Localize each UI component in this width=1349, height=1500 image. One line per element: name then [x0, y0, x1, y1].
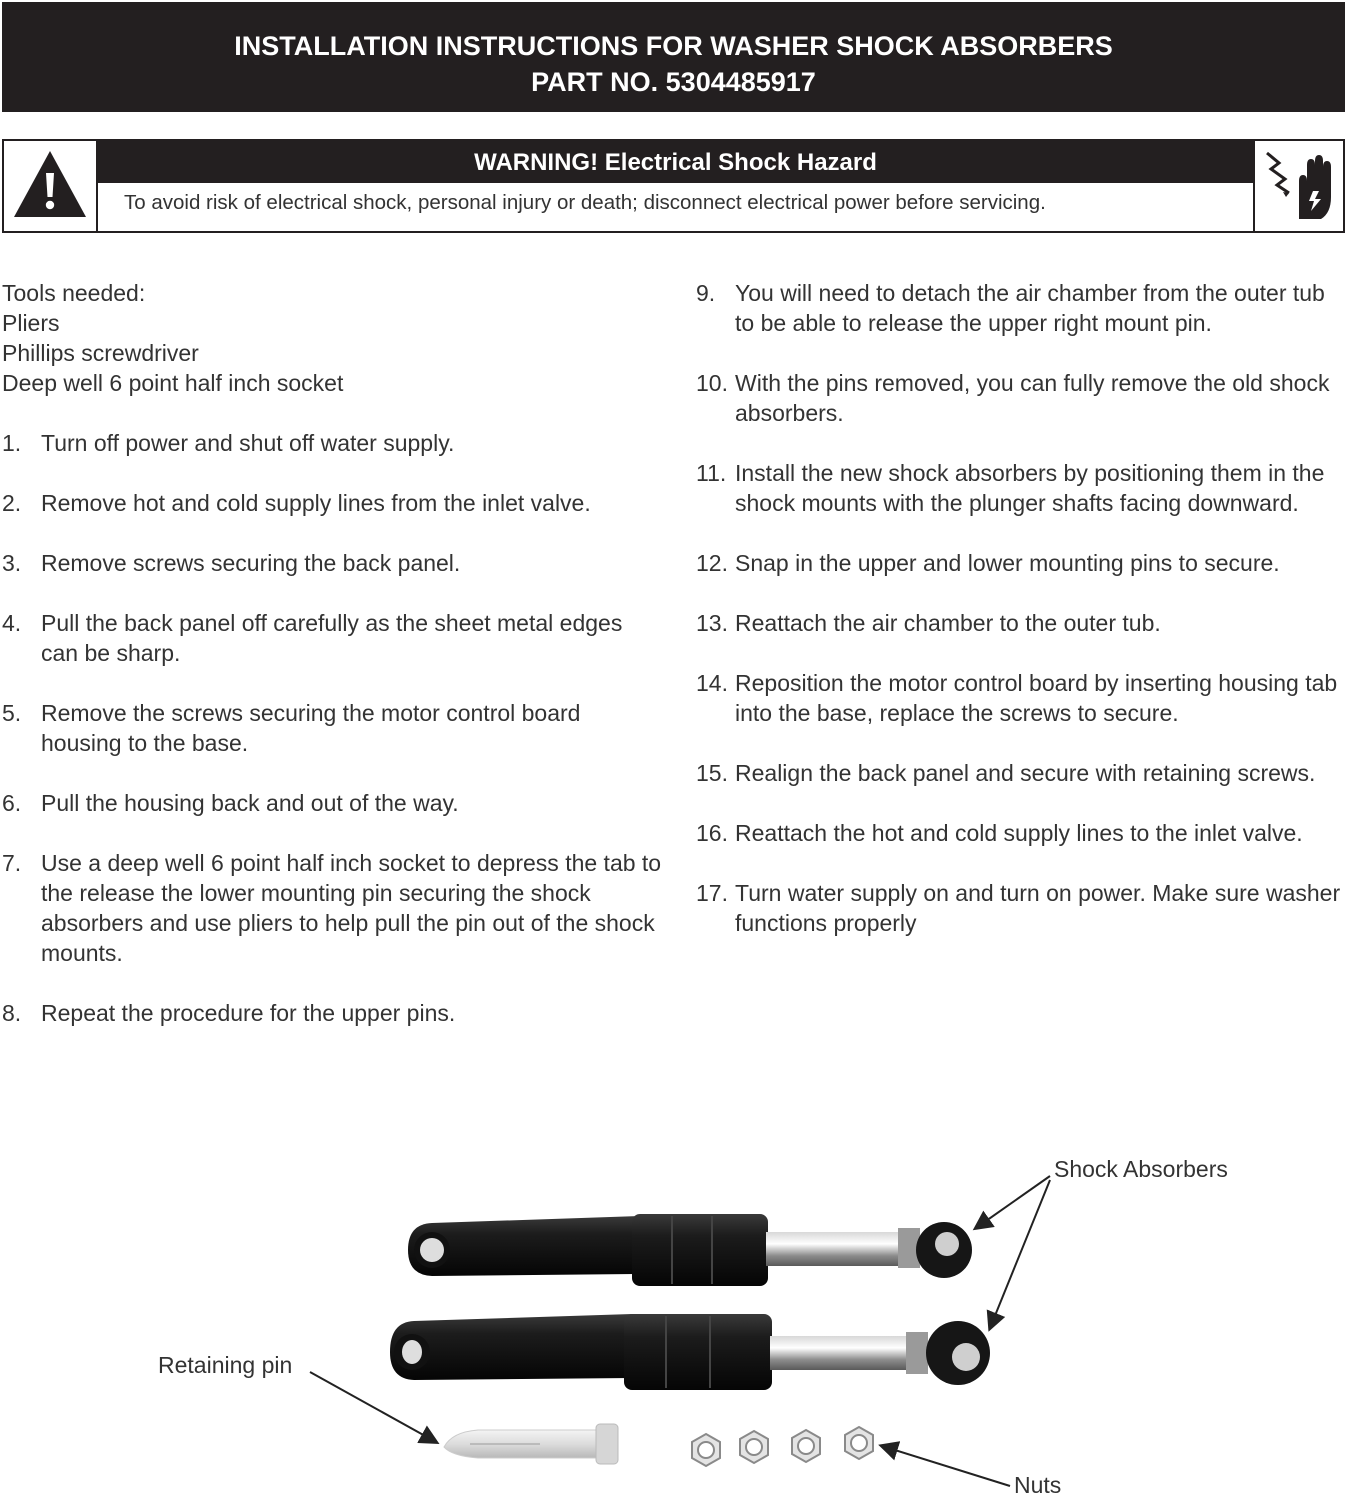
tools-heading: Tools needed: [2, 280, 146, 306]
step-item [696, 278, 1346, 338]
instructions-left-column [2, 278, 662, 1028]
step-item [2, 548, 662, 578]
step-number: 14. [696, 670, 728, 696]
step-text: Install the new shock absorbers by positioning them in the shock mounts with the plunger shafts facing downward. [735, 460, 1325, 516]
step-number: 12. [696, 550, 728, 576]
shock-absorbers-label: Shock Absorbers [1054, 1156, 1228, 1182]
warning-text: To avoid risk of electrical shock, personal injury or death; disconnect electrical power before servicing. [124, 191, 1046, 214]
step-number: 8. [2, 1000, 22, 1026]
step-item [2, 998, 662, 1028]
step-text: Reattach the air chamber to the outer tub. [735, 610, 1161, 636]
step-number: 9. [696, 280, 716, 306]
step-number: 16. [696, 820, 728, 846]
nuts-label: Nuts [1014, 1472, 1062, 1498]
shock-absorber-upper [408, 1214, 972, 1286]
step-text: Remove screws securing the back panel. [41, 550, 461, 576]
retaining-pin [444, 1424, 618, 1464]
step-text: Remove the screws securing the motor control board housing to the base. [41, 700, 581, 756]
step-number: 2. [2, 490, 22, 516]
step-text: Realign the back panel and secure with retaining screws. [735, 760, 1316, 786]
step-item [2, 428, 662, 458]
step-item [2, 788, 662, 818]
step-number: 13. [696, 610, 728, 636]
step-text: Snap in the upper and lower mounting pins to secure. [735, 550, 1280, 576]
tools-needed [2, 278, 662, 398]
tool-item: Phillips screwdriver [2, 340, 199, 366]
header-part-number: PART NO. 5304485917 [531, 67, 816, 97]
step-number: 10. [696, 370, 728, 396]
tool-item: Pliers [2, 310, 60, 336]
warning-box [2, 139, 1345, 233]
step-item [696, 878, 1346, 938]
step-text: Remove hot and cold supply lines from the inlet valve. [41, 490, 591, 516]
step-item [696, 368, 1346, 428]
steps-list-right [696, 278, 1346, 938]
step-item [2, 608, 662, 668]
step-text: Pull the housing back and out of the way. [41, 790, 459, 816]
step-text: Reattach the hot and cold supply lines to the inlet valve. [735, 820, 1303, 846]
step-item [696, 818, 1346, 848]
page-header [2, 2, 1345, 112]
step-number: 11. [696, 460, 727, 486]
step-item [696, 608, 1346, 638]
step-item [696, 668, 1346, 728]
steps-list-left [2, 428, 662, 1028]
step-item [696, 758, 1346, 788]
warning-content [98, 141, 1253, 231]
step-text: Reposition the motor control board by inserting housing tab into the base, replace the screws to secure. [735, 670, 1338, 726]
electric-shock-hand-icon [1253, 141, 1343, 231]
step-item [2, 698, 662, 758]
header-title: INSTALLATION INSTRUCTIONS FOR WASHER SHOCK ABSORBERS [234, 31, 1113, 61]
step-number: 15. [696, 760, 728, 786]
step-number: 1. [2, 430, 22, 456]
step-number: 4. [2, 610, 22, 636]
step-text: Turn off power and shut off water supply. [41, 430, 455, 456]
step-item [696, 458, 1346, 518]
step-text: Pull the back panel off carefully as the sheet metal edges can be sharp. [41, 610, 623, 666]
parts-figure [0, 1140, 1349, 1500]
warning-triangle-icon [4, 141, 98, 231]
step-text: You will need to detach the air chamber from the outer tub to be able to release the upper right mount pin. [735, 280, 1325, 336]
step-text: With the pins removed, you can fully remove the old shock absorbers. [735, 370, 1330, 426]
step-number: 7. [2, 850, 22, 876]
step-item [2, 848, 662, 968]
instructions-right-column [696, 278, 1346, 938]
shock-absorber-lower [390, 1314, 990, 1390]
step-item [2, 488, 662, 518]
retaining-pin-label: Retaining pin [158, 1352, 293, 1378]
step-number: 5. [2, 700, 22, 726]
step-text: Turn water supply on and turn on power. Make sure washer functions properly [735, 880, 1341, 936]
nuts [692, 1427, 873, 1466]
step-number: 3. [2, 550, 22, 576]
step-number: 6. [2, 790, 22, 816]
tool-item: Deep well 6 point half inch socket [2, 370, 344, 396]
step-text: Use a deep well 6 point half inch socket to depress the tab to the release the lower mounting pin securing the shock absorbers and use pliers to help pull the pin out of the shock mounts. [41, 850, 662, 966]
step-text: Repeat the procedure for the upper pins. [41, 1000, 456, 1026]
warning-title: WARNING! Electrical Shock Hazard [98, 141, 1253, 183]
step-item [696, 548, 1346, 578]
step-number: 17. [696, 880, 728, 906]
